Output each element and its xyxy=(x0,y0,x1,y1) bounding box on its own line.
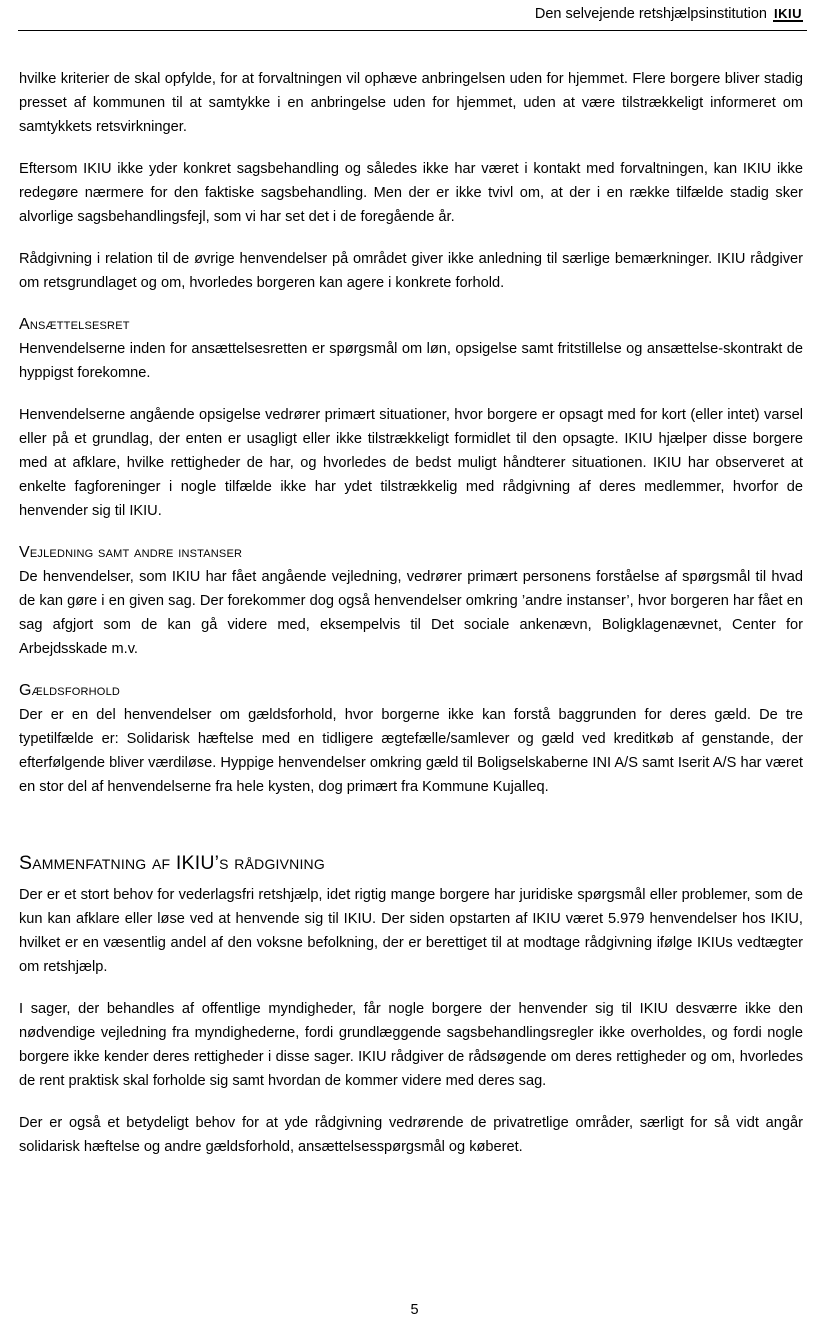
document-body xyxy=(19,67,803,1177)
heading-ansaettelsesret: Ansættelsesret xyxy=(19,316,130,333)
page-number: 5 xyxy=(410,1302,419,1318)
intro-paragraph-3: Rådgivning i relation til de øvrige henvendelser på området giver ikke anledning til særlige bemærkninger. IKIU rådgiver om retsgrundlaget og om, hvorledes borgeren kan agere i konkrete forhold. xyxy=(19,251,803,291)
intro-paragraph-2: Eftersom IKIU ikke yder konkret sagsbehandling og således ikke har været i kontakt med forvaltningen, kan IKIU ikke redegøre nærmere for den faktiske sagsbehandling. Men der er ikke tvivl om, at der i en række tilfælde stadig sker alvorlige sagsbehandlingsfejl, som vi har set det i de foregående år. xyxy=(19,161,803,225)
heading-vejledning: Vejledning samt andre instanser xyxy=(19,544,243,561)
ansaettelse-paragraph-2: Henvendelserne angående opsigelse vedrører primært situationer, hvor borgere er opsagt med for kort (eller intet) varsel eller på et grundlag, der enten er usagligt eller ikke tilstrækkeligt formidlet til den opsagte. IKIU hjælper disse borgere med at afklare, hvilke rettigheder de har, og hvorledes de bedst muligt håndterer situationen. IKIU har observeret at enkelte fagforeninger i nogle tilfælde ikke har ydet tilstrækkelig med rådgivning af deres medlemmer, hvorfor de henvender sig til IKIU. xyxy=(19,407,803,519)
intro-paragraph-1: hvilke kriterier de skal opfylde, for at forvaltningen vil ophæve anbringelsen uden for hjemmet. Flere borgere bliver stadig presset af kommunen til at samtykke i en anbringelse uden for hjemmet, uden at være tilstrækkeligt informeret om samtykkets retsvirkninger. xyxy=(19,71,803,135)
ansaettelse-paragraph-1: Henvendelserne inden for ansættelsesretten er spørgsmål om løn, opsigelse samt fritstillelse og ansættelse-skontrakt de hyppigst forekomne. xyxy=(19,341,803,381)
page-header xyxy=(535,6,803,22)
heading-sammenfatning: Sammenfatning af IKIU’s rådgivning xyxy=(19,852,325,874)
summary-paragraph-2: I sager, der behandles af offentlige myndigheder, får nogle borgere der henvender sig til IKIU desværre ikke den nødvendige vejledning fra myndighederne, fordi grundlæggende sagsbehandlingsregler ikke overholdes, og fordi nogle borgere ikke kender deres rettigheder i disse sager. IKIU rådgiver de rådsøgende om deres rettigheder og om, hvorledes de rent praktisk skal forholde sig samt hvordan de kommer videre med deres sag. xyxy=(19,1001,803,1089)
heading-gaeldsforhold: Gældsforhold xyxy=(19,682,121,699)
summary-paragraph-3: Der er også et betydeligt behov for at yde rådgivning vedrørende de privatretlige områder, særligt for så vidt angår solidarisk hæftelse og andre gældsforhold, ansættelsesspørgsmål og køberet. xyxy=(19,1115,803,1155)
summary-paragraph-1: Der er et stort behov for vederlagsfri retshjælp, idet rigtig mange borgere har juridiske spørgsmål eller problemer, som de kun kan afklare eller løse ved at henvende sig til IKIU. Der siden opstarten af IKIU været 5.979 henvendelser hos IKIU, hvilket er en væsentlig andel af den voksne befolkning, der er berettiget til at modtage rådgivning ifølge IKIUs vedtægter om retshjælp. xyxy=(19,887,803,975)
ikiu-logo-icon: IKIU xyxy=(774,6,802,21)
header-rule xyxy=(18,30,807,31)
header-text: Den selvejende retshjælpsinstitution xyxy=(534,6,767,22)
gaeld-paragraph-1: Der er en del henvendelser om gældsforhold, hvor borgerne ikke kan forstå baggrunden for deres gæld. De tre typetilfælde er: Solidarisk hæftelse med en tidligere ægtefælle/samlever og gæld ved kreditkøb af genstande, der efterfølgende bliver værdiløse. Hyppige henvendelser omkring gæld til Boligselskaberne INI A/S samt Iserit A/S har været en stor del af henvendelserne fra hele kysten, dog primært fra Kommune Kujalleq. xyxy=(19,707,803,795)
vejledning-paragraph-1: De henvendelser, som IKIU har fået angående vejledning, vedrører primært personens forståelse af spørgsmål til hvad de kan gøre i en given sag. Der forekommer dog også henvendelser omkring ’andre instanser’, hvor borgeren har fået en sag afgjort som de kan gå videre med, eksempelvis til Det sociale ankenævn, Boligklagenævnet, Center for Arbejdsskade m.v. xyxy=(19,569,803,657)
